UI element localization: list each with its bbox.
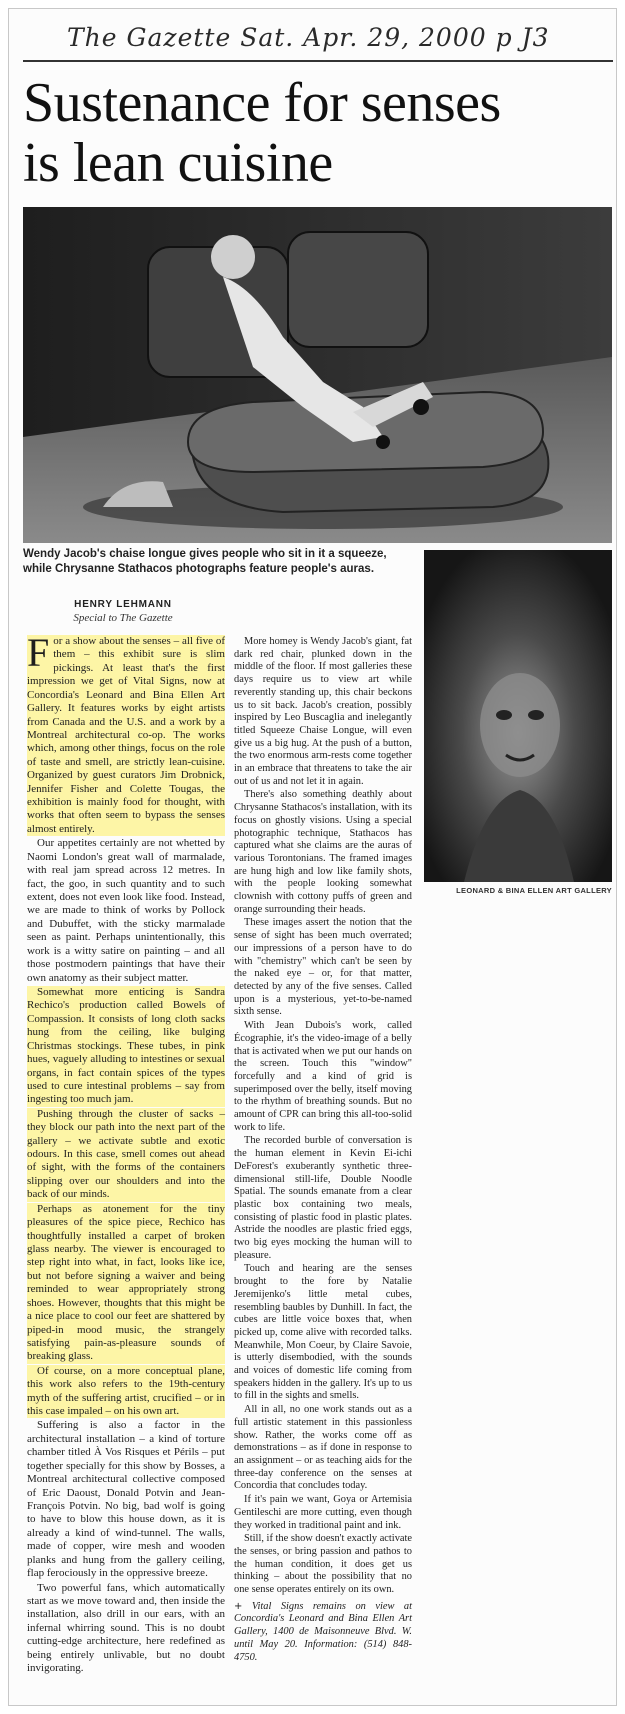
article-paragraph: Still, if the show doesn't exactly activate the senses, or bring passion and pathos to the human condition, it does get us thinking – about the possibility that no one sense operates entirely on its own.: [234, 1533, 412, 1596]
article-paragraph: Two powerful fans, which automatically start as we move toward and, then inside the installation, also drill in our ears, with an infernal whirring sound. This is no doubt cutting-edge architecture, here redefined as being entirely unlivable, but no doubt invigorating.: [27, 1581, 225, 1675]
drop-cap: F: [27, 630, 50, 675]
article-column-1: [27, 630, 225, 1676]
article-paragraph-text: or a show about the senses – all five of them – this exhibit sure is slim pickings. At least that's the first impression we get of Vital Signs, now at Concordia's Leonard and Bina Ellen Art Gallery. It features works by eight artists from Canada and the U.S. and a work by a Montreal architectural co-op. The works which, among other things, focus on the role of taste and smell, are strictly lean-cuisine. Organized by guest curators Jim Drobnick, Jennifer Fisher and Colette Tougas, the exhibition is mainly food for thought, with works that often seem to bypass the senses almost entirely.: [27, 635, 225, 835]
byline-role: Special to The Gazette: [73, 612, 173, 624]
article-paragraph: [27, 630, 225, 836]
exhibition-info-text: Vital Signs remains on view at Concordia's Leonard and Bina Ellen Art Gallery, 1400 de Maisonneuve Blvd. W. until May 20. Information: (514) 848-4750.: [234, 1600, 412, 1663]
article-paragraph: The recorded burble of conversation is the human element in Kevin Ei-ichi DeForest's exuberantly synthetic three-dimensional still-life, Double Noodle Spatial. The sounds emanate from a clear plastic box containing two meals, consisting of plastic food in plastic plates. Astride the noodles are plastic fried eggs, two big eyes mocking the human will to pleasure.: [234, 1135, 412, 1261]
article-paragraph: All in all, no one work stands out as a full artistic statement in this passionless show. Rather, the works come off as demonstrations – as if done in response to an assignment – or as teaching aids for the three-day conference on the senses at Concordia that concludes today.: [234, 1404, 412, 1492]
article-paragraph: If it's pain we want, Goya or Artemisia Gentileschi are more cutting, even though they worked in traditional paint and ink.: [234, 1494, 412, 1531]
article-paragraph: Perhaps as atonement for the tiny pleasures of the spice piece, Rechico has thoughtfully installed a carpet of broken glass nearby. The viewer is encouraged to step right into what, in fact, looks like ice, but not before signing a waiver and being reminded to wear appropriately strong shoes. However, thoughts that this might be a nice place to cool our feet are shattered by piped-in mood music, the strangely satisfying pain-as-pleasure sounds of breaking glass.: [27, 1202, 225, 1363]
byline-name: HENRY LEHMANN: [74, 599, 172, 610]
article-paragraph: More homey is Wendy Jacob's giant, fat dark red chair, plunked down in the middle of the floor. If most galleries these days require us to view art while reverently standing up, this chair beckons us to sit back. Jacob's creation, possibly inspired by Leo Buscaglia and inelegantly titled Squeeze Chaise Longue, will even give us a big hug. At the push of a button, the two enormous arm-rests come together in an embrace that threatens to take the air out of us and not let it in again.: [234, 636, 412, 787]
exhibition-info: [234, 1601, 412, 1665]
headline-line-1: Sustenance for senses: [23, 72, 501, 134]
headline: [23, 73, 613, 193]
photo-caption: [23, 547, 423, 577]
article-paragraph: Pushing through the cluster of sacks – they block our path into the next part of the gallery – we activate subtle and exotic odours. In this case, smell comes out ahead of sight, with the forms of the containers slipping over our shoulders and into the back of our minds.: [27, 1107, 225, 1201]
article-paragraph: These images assert the notion that the sense of sight has been much overrated; our impressions of a person have to do with "chemistry" which can't be seen by the naked eye – or, for that matter, detected by any of the five senses. Called upon is a mysterious, yet-to-be-named sixth sense.: [234, 917, 412, 1018]
photo-caption-line-1: Wendy Jacob's chaise longue gives people who sit in it a squeeze,: [23, 548, 387, 560]
photo-caption-line-2: while Chrysanne Stathacos photographs feature people's auras.: [23, 563, 375, 575]
article-paragraph: Touch and hearing are the senses brought to the fore by Natalie Jeremijenko's little metal cubes, resembling baubles by Dunhill. In fact, the cubes are little voice boxes that, when picked up, come alive with recorded talks. Meanwhile, Mon Coeur, by Claire Savoie, is utterly disembodied, with the sounds and voices of domestic life coming from speakers hidden in the gallery. It's up to us to fill in the sights and smells.: [234, 1263, 412, 1402]
article-paragraph: Somewhat more enticing is Sandra Rechico's production called Bowels of Compassion. It consists of long cloth sacks hung from the ceiling, like bulging Christmas stockings. These tubes, in pink hues, vaguely alluding to intestines or sexual organs, in fact contain spices of the types used to cure intestinal problems – say from ingesting too much jam.: [27, 985, 225, 1106]
aura-portrait-illustration: [424, 550, 612, 882]
newspaper-clipping: [8, 8, 617, 1706]
article-paragraph: Suffering is also a factor in the architectural installation – a kind of torture chamber titled À Vos Risques et Périls – put together specially for this show by Bosses, a Montreal architectural collective composed of Eric Daoust, Donald Potvin and Jean-François Potvin. No big, bad wolf is going to have to blow this house down, as it is already a kind of wind-tunnel. The walls, made of copper, wire mesh and wooden planks and hung from the gallery ceiling, flap ferociously in the oppressive breeze.: [27, 1419, 225, 1580]
dateline: The Gazette Sat. Apr. 29, 2000 p J3: [67, 23, 550, 52]
chaise-longue-photo: [23, 207, 612, 543]
article-paragraph: Of course, on a more conceptual plane, this work also refers to the 19th-century myth of the suffering artist, crucified – or in this case impaled – on his own art.: [27, 1364, 225, 1418]
article-column-2: [234, 636, 412, 1665]
article-paragraph: With Jean Dubois's work, called Écographie, it's the video-image of a belly that is activated when we put our hands on the screen. Touch this "window" forcefully and a kind of grid is superimposed over the belly, itself moving to the rhythm of breathing sounds. But no amount of CPR can bring this all-too-solid work to life.: [234, 1020, 412, 1133]
headline-line-2: is lean cuisine: [23, 132, 333, 194]
aura-portrait-photo: [424, 550, 612, 882]
article-paragraph: Our appetites certainly are not whetted by Naomi London's great wall of marmalade, with real jam spread across 12 metres. In fact, the goo, in such quantity and to such extent, does not even look like food. Instead, we are made to think of works by Pollock and Dubuffet, with the sticky marmalade seen as paint. Perhaps unintentionally, this work is a witty satire on painting – and all those postmodern paintings that have their own anatomy as their subject matter.: [27, 837, 225, 984]
plus-icon: +: [234, 1600, 243, 1612]
photo-credit: LEONARD & BINA ELLEN ART GALLERY: [456, 886, 612, 895]
chaise-longue-illustration: [23, 207, 612, 543]
article-paragraph: There's also something deathly about Chrysanne Stathacos's installation, with its focus on ghostly visions. Using a special photographic technique, Stathacos has captured what she claims are the auras of various Torontonians. The framed images are hung high and low like family shots, with the people looking somewhat clownish with cottony puffs of green and orange surrounding their heads.: [234, 789, 412, 915]
byline: [23, 599, 223, 624]
dateline-rule: [23, 60, 613, 62]
